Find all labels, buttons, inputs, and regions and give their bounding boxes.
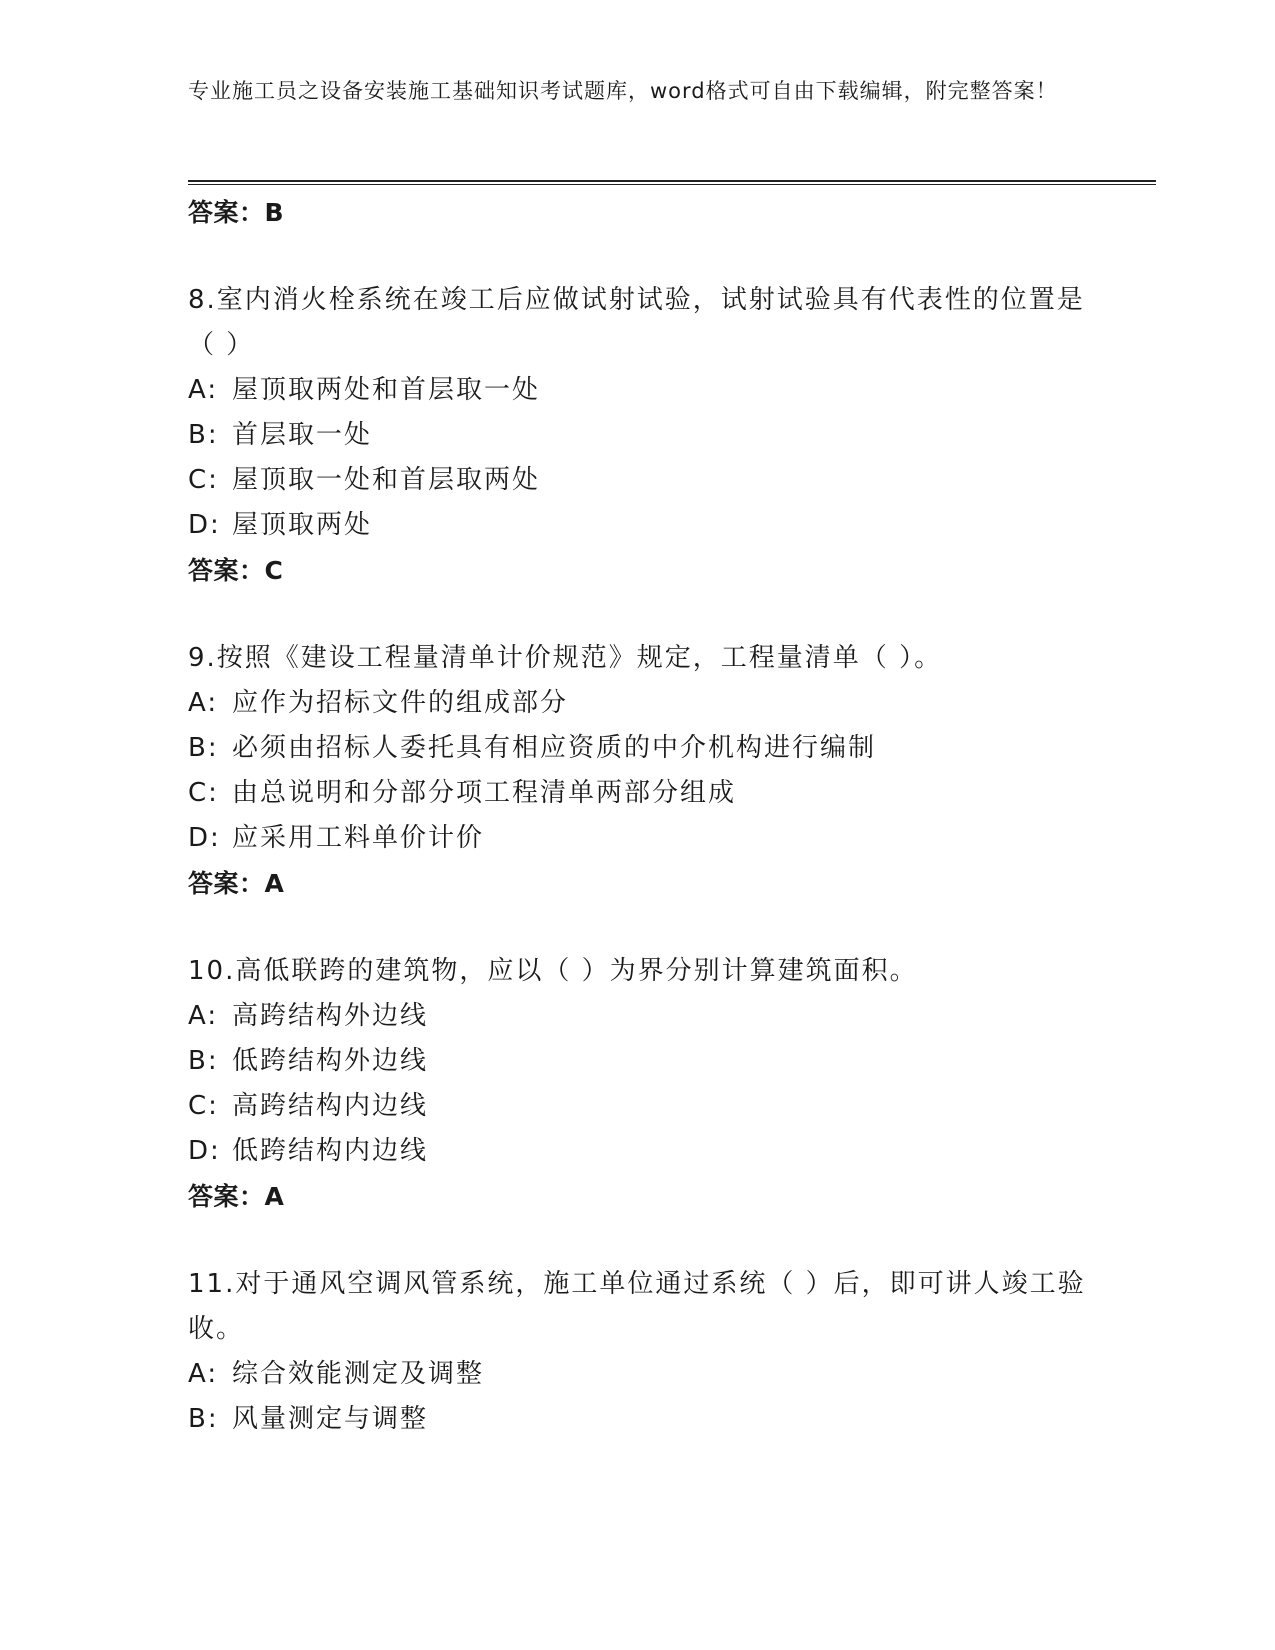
option-b [188, 413, 1088, 458]
option-a [188, 994, 1088, 1039]
question-list [188, 190, 1088, 1442]
option-a [188, 681, 1088, 726]
option-label: A: [188, 1359, 219, 1389]
answer-line: 答案：A [188, 1182, 285, 1211]
option-label: D: [188, 1136, 221, 1166]
option-text: 高跨结构内边线 [232, 1091, 429, 1121]
question-block-9 [188, 636, 1088, 906]
option-label: C: [188, 778, 219, 808]
option-label: C: [188, 465, 219, 495]
option-label: B: [188, 1404, 219, 1434]
option-text: 由总说明和分部分项工程清单两部分组成 [232, 778, 737, 808]
question-text: 10.高低联跨的建筑物，应以（ ）为界分别计算建筑面积。 [188, 956, 918, 986]
option-text: 应作为招标文件的组成部分 [232, 688, 569, 718]
option-label: B: [188, 420, 219, 450]
option-text: 高跨结构外边线 [232, 1001, 429, 1031]
option-label: C: [188, 1091, 219, 1121]
option-a [188, 1352, 1088, 1397]
answer-line: 答案：C [188, 556, 284, 585]
question-text: 9.按照《建设工程量清单计价规范》规定，工程量清单（ ）。 [188, 643, 943, 673]
option-d [188, 503, 1088, 548]
option-c [188, 1084, 1088, 1129]
answer-line: 答案：A [188, 869, 285, 898]
option-b [188, 726, 1088, 771]
question-block-10 [188, 949, 1088, 1219]
question-block-11 [188, 1262, 1088, 1442]
option-text: 屋顶取一处和首层取两处 [232, 465, 541, 495]
option-text: 必须由招标人委托具有相应资质的中介机构进行编制 [232, 733, 877, 763]
option-text: 屋顶取两处 [232, 510, 373, 540]
option-label: A: [188, 375, 219, 405]
option-text: 应采用工料单价计价 [232, 823, 485, 853]
option-b [188, 1039, 1088, 1084]
option-label: A: [188, 688, 219, 718]
option-label: B: [188, 1046, 219, 1076]
option-text: 风量测定与调整 [232, 1404, 429, 1434]
option-b [188, 1397, 1088, 1442]
answer-line: 答案：B [188, 198, 285, 227]
option-c [188, 771, 1088, 816]
option-text: 首层取一处 [232, 420, 373, 450]
option-label: D: [188, 823, 221, 853]
option-d [188, 1129, 1088, 1174]
question-text: 8.室内消火栓系统在竣工后应做试射试验，试射试验具有代表性的位置是（ ） [188, 285, 1085, 360]
option-d [188, 816, 1088, 861]
option-c [188, 458, 1088, 503]
option-text: 屋顶取两处和首层取一处 [232, 375, 541, 405]
option-text: 低跨结构内边线 [232, 1136, 429, 1166]
option-text: 低跨结构外边线 [232, 1046, 429, 1076]
header-note: 专业施工员之设备安装施工基础知识考试题库，word格式可自由下载编辑，附完整答案！ [188, 79, 1058, 103]
option-a [188, 368, 1088, 413]
question-text: 11.对于通风空调风管系统，施工单位通过系统（ ）后，即可讲人竣工验收。 [188, 1269, 1086, 1344]
option-label: B: [188, 733, 219, 763]
header-divider [188, 180, 1156, 182]
question-block-8 [188, 278, 1088, 593]
option-label: D: [188, 510, 221, 540]
header-divider-thin [188, 184, 1156, 185]
option-label: A: [188, 1001, 219, 1031]
option-text: 综合效能测定及调整 [232, 1359, 485, 1389]
